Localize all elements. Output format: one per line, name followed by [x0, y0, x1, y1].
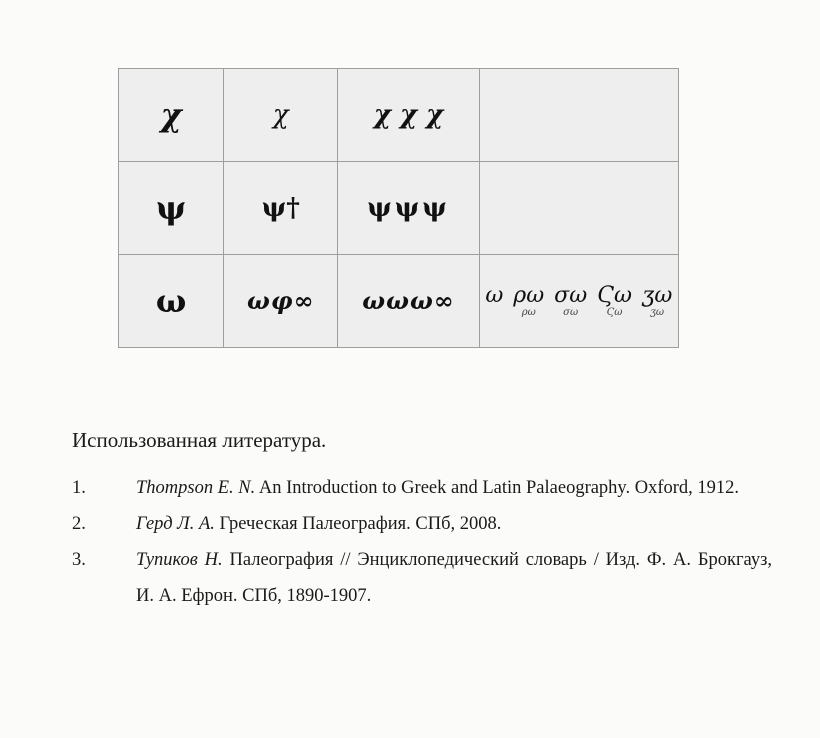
reference-text: An Introduction to Greek and Latin Palaeography. Oxford, 1912.: [255, 478, 740, 498]
ligature-variant: [513, 282, 545, 318]
omega-variants: ωωω∞: [362, 285, 455, 315]
table-cell: [119, 69, 224, 162]
chi-variants: χ χ χ: [373, 100, 444, 130]
table-cell: [224, 255, 338, 348]
table-cell: [224, 162, 338, 255]
table-cell: [338, 162, 479, 255]
omega-ligature-variants: [485, 282, 673, 318]
ligature-glyph: ω: [485, 282, 504, 308]
omega-glyph: ω: [155, 282, 187, 320]
ligature-variant: [641, 282, 673, 318]
reference-body: [136, 470, 772, 506]
ligature-glyph: Ϛω: [597, 282, 632, 308]
psi-glyph: ψ: [156, 189, 187, 227]
ligature-caption: σω: [563, 306, 579, 318]
chi-glyph: χ: [160, 96, 182, 134]
reference-number: 2.: [72, 514, 86, 534]
ligature-variant: [485, 282, 504, 308]
ligature-variant: [554, 282, 588, 318]
ligature-glyph: ρω: [513, 282, 545, 308]
references-list: [72, 470, 772, 614]
ligature-caption: ʒω: [650, 306, 664, 318]
reference-body: [136, 542, 772, 614]
references-heading: Использованная литература.: [72, 428, 327, 452]
reference-item: [72, 542, 772, 614]
table-cell: [479, 255, 678, 348]
table-row: [119, 255, 679, 348]
reference-text: Палеография // Энциклопедический словарь / Изд. Ф. А. Брокгауз, И. А. Ефрон. СПб, 1890-1907.: [136, 550, 772, 606]
ligature-glyph: ʒω: [641, 282, 673, 308]
table-cell: [224, 69, 338, 162]
reference-number: 1.: [72, 478, 86, 498]
ligature-glyph: σω: [554, 282, 588, 308]
ligature-caption: ρω: [521, 306, 536, 318]
ligature-variant: [597, 282, 632, 318]
psi-glyph: ψ†: [261, 193, 300, 223]
psi-variants: ψψψ: [367, 193, 450, 223]
table-cell: [479, 162, 678, 255]
table-row: [119, 69, 679, 162]
table-cell: [338, 255, 479, 348]
reference-author: Тупиков Н.: [136, 550, 223, 570]
reference-text: Греческая Палеография. СПб, 2008.: [214, 514, 502, 534]
table-cell: [479, 69, 678, 162]
reference-author: Герд Л. А.: [136, 514, 215, 534]
table-cell: [119, 255, 224, 348]
table-row: [119, 162, 679, 255]
reference-author: Thompson E. N.: [136, 478, 256, 498]
glyph-table: [118, 68, 679, 348]
reference-number: 3.: [72, 550, 86, 570]
chi-glyph: χ: [272, 100, 289, 130]
reference-item: [72, 470, 772, 506]
table-cell: [119, 162, 224, 255]
reference-body: [136, 506, 772, 542]
reference-item: [72, 506, 772, 542]
omega-ligature: ωφ∞: [247, 285, 315, 315]
ligature-caption: Ϛω: [606, 306, 623, 318]
table-cell: [338, 69, 479, 162]
